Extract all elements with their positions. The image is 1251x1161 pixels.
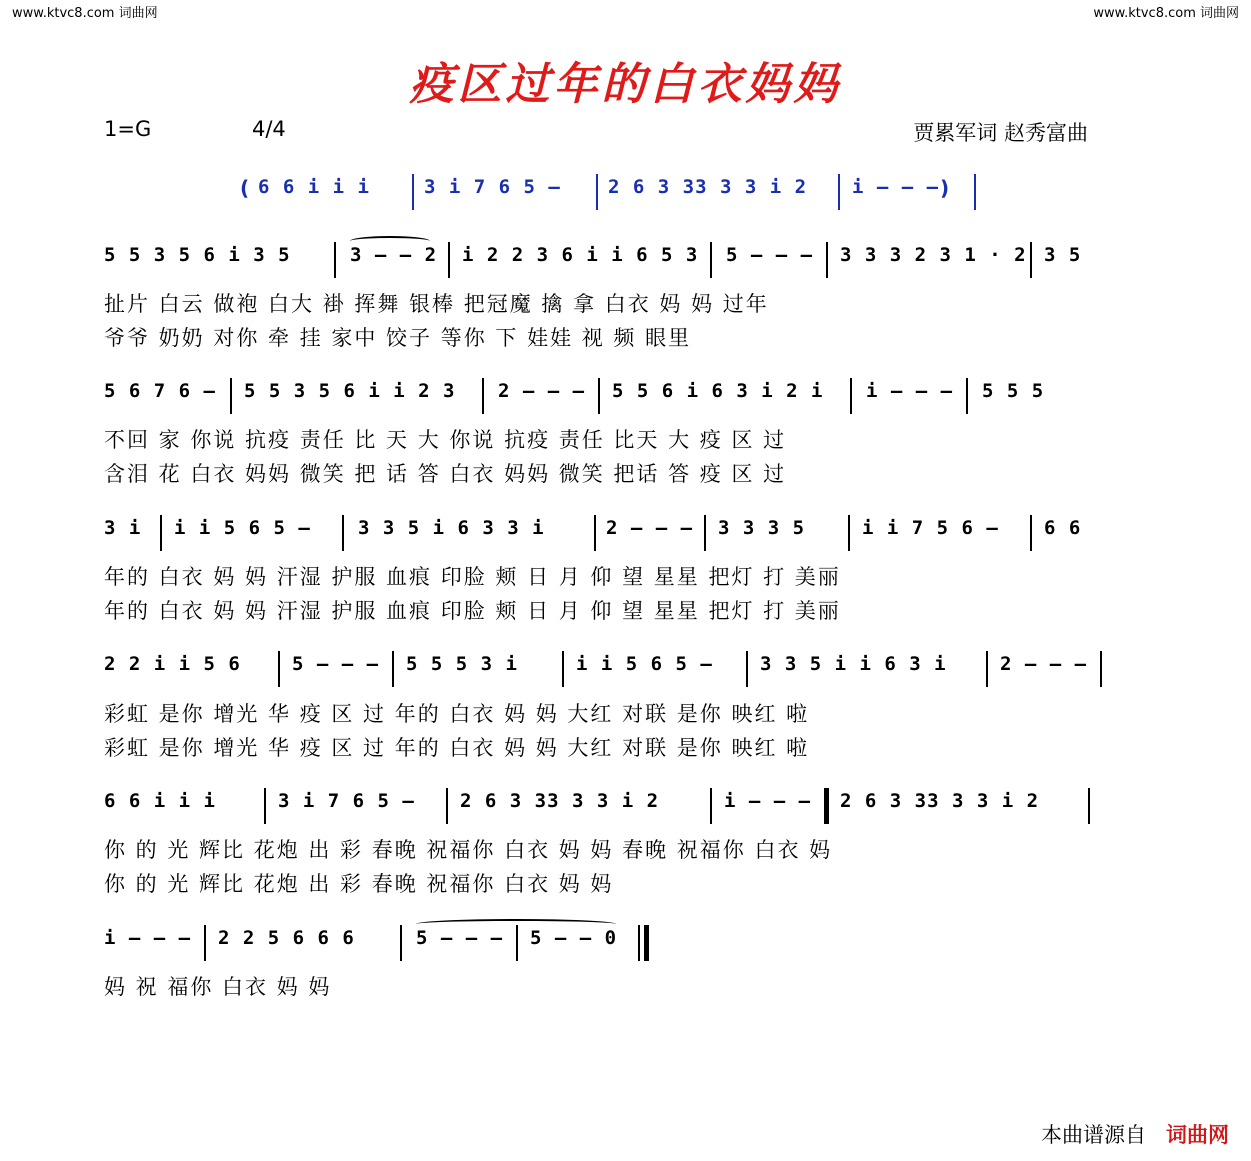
measure: 5 6 7 6 – bbox=[104, 380, 216, 402]
barline bbox=[482, 378, 484, 414]
barline bbox=[594, 515, 596, 551]
intro-open-paren: ( bbox=[240, 176, 250, 200]
barline bbox=[710, 242, 712, 278]
measure: 3 i bbox=[104, 517, 142, 539]
barline bbox=[342, 515, 344, 551]
measure: 5 – – – bbox=[292, 653, 380, 675]
barline bbox=[1088, 788, 1090, 824]
measure: 2 2 i i 5 6 bbox=[104, 653, 241, 675]
measure: 5 5 5 bbox=[982, 380, 1045, 402]
barline bbox=[446, 788, 448, 824]
key-signature: 1=G bbox=[104, 117, 152, 141]
measure: 3 3 5 i 6 3 3 i bbox=[358, 517, 545, 539]
repeat-barline bbox=[824, 788, 829, 824]
barline bbox=[826, 242, 828, 278]
barline bbox=[400, 925, 402, 961]
measure: 3 5 bbox=[1044, 244, 1082, 266]
barline bbox=[598, 378, 600, 414]
barline bbox=[334, 242, 336, 278]
measure: i – – – bbox=[104, 927, 192, 949]
intro-close-paren: ) bbox=[940, 176, 950, 200]
barline bbox=[1030, 515, 1032, 551]
barline bbox=[448, 242, 450, 278]
measure: 6 6 i i i bbox=[104, 790, 216, 812]
barline bbox=[850, 378, 852, 414]
measure: 2 – – – bbox=[606, 517, 694, 539]
measure: 5 5 5 3 i bbox=[406, 653, 518, 675]
measure: 5 – – 0 bbox=[530, 927, 618, 949]
measure: 5 5 3 5 6 i 3 5 bbox=[104, 244, 291, 266]
barline bbox=[160, 515, 162, 551]
barline bbox=[986, 651, 988, 687]
barline bbox=[596, 174, 598, 210]
barline bbox=[710, 788, 712, 824]
measure: 3 3 3 2 3 1 · 2 bbox=[840, 244, 1027, 266]
measure: 2 6 3 33 3 3 i 2 bbox=[840, 790, 1040, 812]
barline bbox=[204, 925, 206, 961]
watermark-right: www.ktvc8.com 词曲网 bbox=[1093, 6, 1239, 21]
measure: 2 6 3 33 3 3 i 2 bbox=[460, 790, 660, 812]
barline bbox=[562, 651, 564, 687]
lyrics-verse-1: 妈 祝 福你 白衣 妈 妈 bbox=[104, 975, 332, 999]
barline bbox=[838, 174, 840, 210]
measure: i 2 2 3 6 i i 6 5 3 bbox=[462, 244, 699, 266]
lyrics-verse-1: 年的 白衣 妈 妈 汗湿 护服 血痕 印脸 颊 日 月 仰 望 星星 把灯 打 美丽 bbox=[104, 565, 841, 589]
credits: 贾累军词 赵秀富曲 bbox=[913, 121, 1088, 145]
barline bbox=[412, 174, 414, 210]
time-signature: 4/4 bbox=[252, 117, 286, 141]
barline bbox=[704, 515, 706, 551]
measure: 5 5 3 5 6 i i 2 3 bbox=[244, 380, 456, 402]
lyrics-verse-2: 彩虹 是你 增光 华 疫 区 过 年的 白衣 妈 妈 大红 对联 是你 映红 啦 bbox=[104, 736, 810, 760]
lyrics-verse-2: 年的 白衣 妈 妈 汗湿 护服 血痕 印脸 颊 日 月 仰 望 星星 把灯 打 美丽 bbox=[104, 599, 841, 623]
measure: i i 7 5 6 – bbox=[862, 517, 999, 539]
intro-measure: 6 6 i i i bbox=[258, 176, 370, 198]
barline bbox=[264, 788, 266, 824]
footer bbox=[1041, 1119, 1229, 1149]
barline bbox=[1030, 242, 1032, 278]
measure: 3 3 5 i i 6 3 i bbox=[760, 653, 947, 675]
barline bbox=[1100, 651, 1102, 687]
lyrics-verse-1: 不回 家 你说 抗疫 责任 比 天 大 你说 抗疫 责任 比天 大 疫 区 过 bbox=[104, 428, 787, 452]
footer-brand-link[interactable]: 词曲网 bbox=[1166, 1123, 1229, 1147]
lyrics-verse-2: 含泪 花 白衣 妈妈 微笑 把 话 答 白衣 妈妈 微笑 把话 答 疫 区 过 bbox=[104, 462, 787, 486]
barline bbox=[746, 651, 748, 687]
lyrics-verse-1: 你 的 光 辉比 花炮 出 彩 春晚 祝福你 白衣 妈 妈 春晚 祝福你 白衣 妈 bbox=[104, 838, 833, 862]
barline bbox=[974, 174, 976, 210]
song-title: 疫区过年的白衣妈妈 bbox=[409, 59, 842, 110]
barline bbox=[392, 651, 394, 687]
barline bbox=[848, 515, 850, 551]
barline bbox=[230, 378, 232, 414]
intro-measure: i – – – bbox=[852, 176, 940, 198]
measure: 2 – – – bbox=[1000, 653, 1088, 675]
measure: 3 – – 2 bbox=[350, 244, 438, 266]
intro-measure: 2 6 3 33 3 3 i 2 bbox=[608, 176, 808, 198]
final-barline-thin bbox=[638, 925, 640, 961]
footer-text: 本曲谱源自 bbox=[1041, 1123, 1146, 1147]
lyrics-verse-1: 扯片 白云 做袍 白大 褂 挥舞 银棒 把冠魔 擒 拿 白衣 妈 妈 过年 bbox=[104, 292, 769, 316]
intro-line bbox=[240, 174, 1000, 234]
measure: 6 6 bbox=[1044, 517, 1082, 539]
measure: 2 – – – bbox=[498, 380, 586, 402]
measure: i i 5 6 5 – bbox=[174, 517, 311, 539]
intro-measure: 3 i 7 6 5 – bbox=[424, 176, 561, 198]
measure: i i 5 6 5 – bbox=[576, 653, 713, 675]
measure: 2 2 5 6 6 6 bbox=[218, 927, 355, 949]
barline bbox=[516, 925, 518, 961]
lyrics-verse-1: 彩虹 是你 增光 华 疫 区 过 年的 白衣 妈 妈 大红 对联 是你 映红 啦 bbox=[104, 702, 810, 726]
measure: 5 – – – bbox=[726, 244, 814, 266]
measure: 5 5 6 i 6 3 i 2 i bbox=[612, 380, 824, 402]
final-barline-thick bbox=[644, 925, 649, 961]
lyrics-verse-2: 你 的 光 辉比 花炮 出 彩 春晚 祝福你 白衣 妈 妈 bbox=[104, 872, 614, 896]
barline bbox=[278, 651, 280, 687]
measure: 5 – – – bbox=[416, 927, 504, 949]
watermark-left: www.ktvc8.com 词曲网 bbox=[12, 6, 158, 21]
measure: i – – – bbox=[724, 790, 812, 812]
lyrics-verse-2: 爷爷 奶奶 对你 牵 挂 家中 饺子 等你 下 娃娃 视 频 眼里 bbox=[104, 326, 692, 350]
measure: i – – – bbox=[866, 380, 954, 402]
measure: 3 3 3 5 bbox=[718, 517, 806, 539]
measure: 3 i 7 6 5 – bbox=[278, 790, 415, 812]
barline bbox=[966, 378, 968, 414]
